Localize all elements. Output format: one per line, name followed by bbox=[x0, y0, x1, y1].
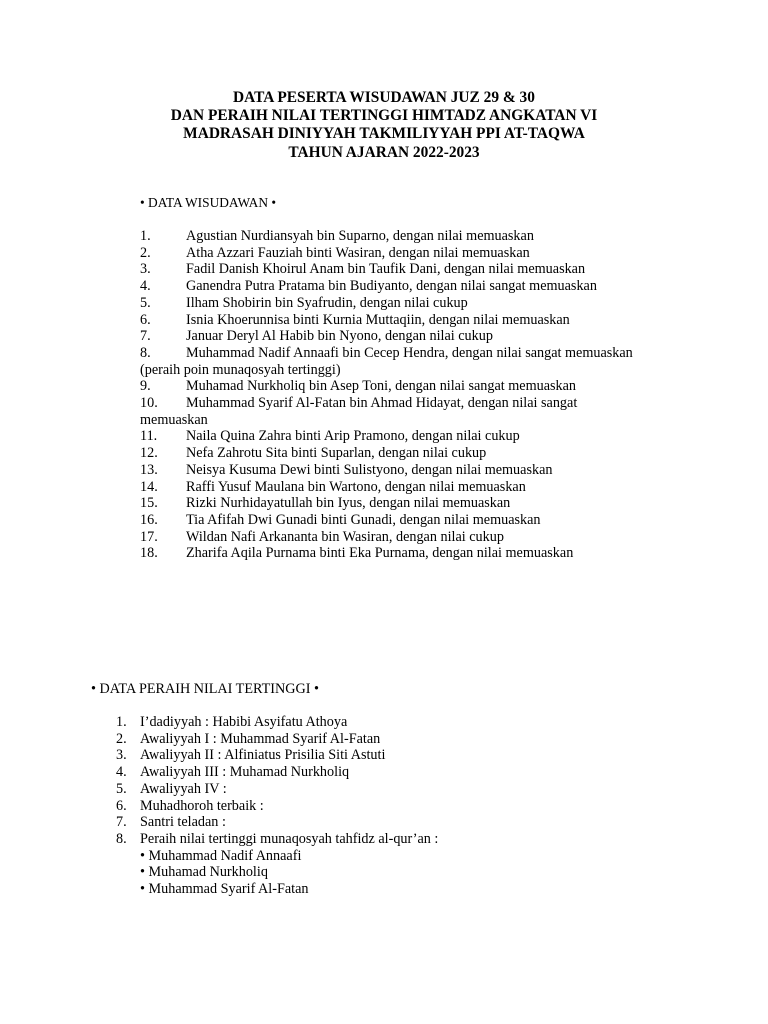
list-text: Muhamad Nurkholiq bin Asep Toni, dengan nilai sangat memuaskan bbox=[186, 378, 577, 395]
peraih-list bbox=[116, 714, 438, 898]
list-item bbox=[116, 781, 438, 798]
list-item bbox=[140, 345, 700, 378]
list-text: Naila Quina Zahra binti Arip Pramono, dengan nilai cukup bbox=[186, 428, 520, 445]
list-number: 7. bbox=[140, 328, 151, 345]
list-item bbox=[116, 731, 438, 748]
list-text-continuation: memuaskan bbox=[140, 411, 208, 428]
list-item bbox=[116, 814, 438, 831]
list-text: Ilham Shobirin bin Syafrudin, dengan nilai cukup bbox=[186, 294, 468, 311]
list-item bbox=[140, 479, 700, 496]
list-text: Isnia Khoerunnisa binti Kurnia Muttaqiin, dengan nilai memuaskan bbox=[186, 311, 570, 328]
list-text-continuation: (peraih poin munaqosyah tertinggi) bbox=[140, 361, 341, 378]
list-number: 18. bbox=[140, 545, 158, 562]
list-item bbox=[140, 312, 700, 329]
list-text: Neisya Kusuma Dewi binti Sulistyono, dengan nilai memuaskan bbox=[186, 461, 553, 478]
tahfidz-winner: • Muhammad Syarif Al-Fatan bbox=[140, 881, 309, 898]
list-text: Muhammad Syarif Al-Fatan bin Ahmad Hidayat, dengan nilai sangat bbox=[186, 395, 578, 412]
list-number: 17. bbox=[140, 528, 158, 545]
list-number: 6. bbox=[116, 797, 127, 814]
list-text: Zharifa Aqila Purnama binti Eka Purnama, dengan nilai memuaskan bbox=[186, 545, 574, 562]
list-number: 2. bbox=[140, 244, 151, 261]
list-number: 5. bbox=[116, 780, 127, 797]
list-number: 3. bbox=[140, 261, 151, 278]
tahfidz-winner: • Muhamad Nurkholiq bbox=[140, 864, 268, 881]
list-text: Muhammad Nadif Annaafi bin Cecep Hendra, dengan nilai sangat memuaskan bbox=[186, 344, 633, 361]
list-number: 4. bbox=[116, 764, 127, 781]
list-item bbox=[140, 395, 700, 428]
list-text: Peraih nilai tertinggi munaqosyah tahfidz al-qur’an : bbox=[140, 830, 439, 847]
list-item bbox=[140, 495, 700, 512]
list-number: 13. bbox=[140, 461, 158, 478]
list-text: Rizki Nurhidayatullah bin Iyus, dengan nilai memuaskan bbox=[186, 495, 511, 512]
list-text: Agustian Nurdiansyah bin Suparno, dengan nilai memuaskan bbox=[186, 228, 534, 244]
list-number: 6. bbox=[140, 311, 151, 328]
list-text: Nefa Zahrotu Sita binti Suparlan, dengan nilai cukup bbox=[186, 445, 487, 462]
list-item bbox=[140, 328, 700, 345]
peraih-heading: • DATA PERAIH NILAI TERTINGGI • bbox=[91, 681, 319, 697]
list-item bbox=[140, 278, 700, 295]
list-number: 8. bbox=[140, 344, 151, 361]
list-number: 15. bbox=[140, 495, 158, 512]
list-number: 10. bbox=[140, 395, 158, 412]
list-text: Raffi Yusuf Maulana bin Wartono, dengan nilai memuaskan bbox=[186, 478, 526, 495]
tahfidz-winner: • Muhammad Nadif Annaafi bbox=[140, 847, 302, 864]
list-item bbox=[116, 764, 438, 781]
list-number: 1. bbox=[140, 228, 151, 244]
list-item bbox=[140, 462, 700, 479]
list-item bbox=[116, 831, 438, 898]
list-number: 8. bbox=[116, 830, 127, 847]
list-text: I’dadiyyah : Habibi Asyifatu Athoya bbox=[140, 714, 348, 730]
list-number: 16. bbox=[140, 511, 158, 528]
list-item bbox=[140, 529, 700, 546]
list-number: 4. bbox=[140, 278, 151, 295]
list-number: 12. bbox=[140, 445, 158, 462]
document-title bbox=[0, 89, 768, 162]
list-item bbox=[140, 545, 700, 562]
title-line: DAN PERAIH NILAI TERTINGGI HIMTADZ ANGKATAN VI bbox=[170, 107, 598, 125]
list-number: 2. bbox=[116, 730, 127, 747]
list-item bbox=[140, 445, 700, 462]
list-text: Santri teladan : bbox=[140, 814, 226, 831]
list-item bbox=[140, 245, 700, 262]
list-item bbox=[140, 228, 700, 245]
list-item bbox=[140, 295, 700, 312]
list-number: 11. bbox=[140, 428, 158, 445]
list-text: Wildan Nafi Arkananta bin Wasiran, dengan nilai cukup bbox=[186, 528, 504, 545]
title-line: DATA PESERTA WISUDAWAN JUZ 29 & 30 bbox=[233, 89, 535, 106]
title-line: TAHUN AJARAN 2022-2023 bbox=[288, 143, 480, 161]
list-item bbox=[140, 512, 700, 529]
list-text: Ganendra Putra Pratama bin Budiyanto, dengan nilai sangat memuaskan bbox=[186, 278, 597, 295]
list-text: Awaliyyah II : Alfiniatus Prisilia Siti Astuti bbox=[140, 747, 386, 764]
list-text: Atha Azzari Fauziah binti Wasiran, dengan nilai memuaskan bbox=[186, 244, 530, 261]
list-text: Awaliyyah III : Muhamad Nurkholiq bbox=[140, 764, 350, 781]
title-line: MADRASAH DINIYYAH TAKMILIYYAH PPI AT-TAQWA bbox=[183, 125, 585, 143]
list-item bbox=[116, 714, 438, 731]
list-number: 14. bbox=[140, 478, 158, 495]
list-number: 9. bbox=[140, 378, 151, 395]
list-text: Fadil Danish Khoirul Anam bin Taufik Dani, dengan nilai memuaskan bbox=[186, 261, 586, 278]
list-item bbox=[116, 798, 438, 815]
wisudawan-list bbox=[140, 228, 700, 562]
list-text: Awaliyyah IV : bbox=[140, 780, 227, 797]
list-number: 3. bbox=[116, 747, 127, 764]
list-number: 7. bbox=[116, 814, 127, 831]
wisudawan-heading: • DATA WISUDAWAN • bbox=[140, 195, 277, 210]
list-number: 5. bbox=[140, 294, 151, 311]
list-item bbox=[116, 747, 438, 764]
list-text: Januar Deryl Al Habib bin Nyono, dengan nilai cukup bbox=[186, 328, 493, 345]
list-text: Muhadhoroh terbaik : bbox=[140, 797, 264, 814]
list-text: Tia Afifah Dwi Gunadi binti Gunadi, dengan nilai memuaskan bbox=[186, 511, 541, 528]
tahfidz-winners-list bbox=[140, 848, 438, 898]
list-number: 1. bbox=[116, 714, 127, 730]
list-item bbox=[140, 428, 700, 445]
list-item bbox=[140, 378, 700, 395]
list-item bbox=[140, 261, 700, 278]
list-text: Awaliyyah I : Muhammad Syarif Al-Fatan bbox=[140, 730, 381, 747]
